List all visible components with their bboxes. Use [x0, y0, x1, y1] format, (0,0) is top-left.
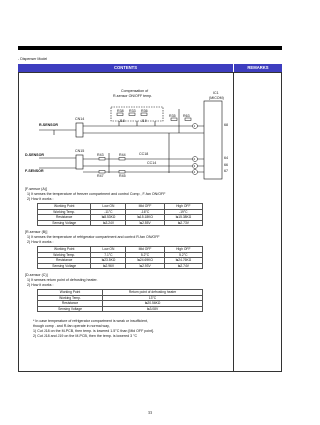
table-header-cell: Low ON	[91, 247, 126, 253]
jumper-j19: J19	[141, 119, 147, 123]
d-sensor-label: D-SENSOR	[25, 153, 44, 157]
table-cell: ≒15.18KΩ	[126, 215, 164, 221]
compensation-title: Compensation of	[121, 89, 149, 93]
table-header-cell: Working Point	[38, 204, 91, 210]
table-cell: ≒2.73V	[164, 220, 202, 226]
marker-1: 1	[193, 124, 196, 128]
table-cell: ≒2.96V	[91, 263, 126, 269]
table-row	[38, 306, 203, 312]
ic1-box	[204, 101, 222, 179]
table-header-cell: Low ON	[91, 204, 126, 210]
table-cell: 7.1°C	[91, 252, 126, 258]
table-cell: Working Temp.	[38, 295, 103, 301]
table-cell: Resistance	[38, 258, 91, 264]
table-header-cell: Working Point	[38, 290, 103, 296]
resistor-r33: R33	[129, 109, 136, 113]
r-sensor-table	[37, 246, 203, 269]
table-cell: -11°C	[91, 209, 126, 215]
cn15-box	[76, 155, 83, 169]
resistor-r43: R43	[97, 153, 104, 157]
cn15-label: CN15	[75, 149, 85, 153]
section-subtitle: - Dispenser Model	[18, 57, 48, 61]
section-line: 2) How it works :	[27, 283, 54, 287]
compensation-subtitle: R-sensor ON/OFF temp.	[113, 94, 153, 98]
remarks-header: REMARKS	[233, 64, 282, 72]
pin-67: 67	[224, 169, 228, 173]
contents-frame	[18, 72, 282, 372]
section-line: 2) How it works :	[27, 240, 54, 244]
note-line: * In case temperature of refrigerator compartment is weak or insufficient,	[33, 319, 148, 323]
table-cell: 5.2°C	[164, 252, 202, 258]
table-cell: Working Temp.	[38, 252, 91, 258]
page-number: 33	[147, 410, 153, 415]
table-cell: ≒3.24V	[91, 220, 126, 226]
table-cell: ≒20.56KΩ	[103, 301, 203, 307]
table-header-cell: Mid OFF	[126, 204, 164, 210]
section-title: [F-sensor (A)]	[25, 187, 47, 191]
contents-header: CONTENTS	[113, 65, 138, 70]
pin-68: 68	[224, 123, 228, 127]
cap-cc14: CC14	[147, 161, 157, 165]
ic1-sublabel: (MICOM)	[209, 96, 224, 100]
marker-3: 3	[193, 164, 196, 168]
top-rule	[18, 46, 282, 50]
table-cell: Resistance	[38, 215, 91, 221]
table-header	[18, 64, 282, 72]
marker-2: 2	[193, 157, 196, 161]
table-cell: ≒23.5KΩ	[91, 258, 126, 264]
table-header-cell: Return point of defrosting heater	[103, 290, 203, 296]
note-line: 1) Cut J18 on the M-PCB, then temp. is lowered 1.5°C than [Mid OFF point].	[33, 329, 155, 333]
resistor-r38: R38	[117, 109, 124, 113]
table-cell: -16°C	[126, 209, 164, 215]
resistor-r63: R63	[183, 114, 190, 118]
resistor-r35: R35	[169, 114, 176, 118]
resistor-r44: R44	[119, 153, 126, 157]
table-header-cell: Working Point	[38, 247, 91, 253]
pin-66: 66	[224, 163, 228, 167]
table-header-cell: High OFF	[164, 247, 202, 253]
ic1-label: IC1	[213, 91, 219, 95]
table-header-cell: Mid OFF	[126, 247, 164, 253]
table-cell: ≒24.69KΩ	[126, 258, 164, 264]
d-sensor-table	[37, 289, 203, 312]
table-cell: -19°C	[164, 209, 202, 215]
note-line: 2) Cut J18 and J19 on the M-PCB, then the temp. is lowered 3 °C	[33, 334, 138, 338]
table-cell: Resistance	[38, 301, 103, 307]
cap-cc18: CC18	[139, 152, 149, 156]
table-row	[38, 263, 203, 269]
section-line: 1) It senses return point of defrosting heater.	[27, 278, 98, 282]
column-divider	[233, 73, 234, 371]
f-sensor-label: F-SENSOR	[25, 169, 44, 173]
table-cell: Sensing Voltage	[38, 220, 91, 226]
f-sensor-table	[37, 203, 203, 226]
table-cell: 5.2°C	[126, 252, 164, 258]
note-line: though comp . and R-fan operate in normal way,	[33, 324, 110, 328]
section-line: 1) It senses the temperature of refrigerator compartment and control R-fan ON/OFF	[27, 235, 160, 239]
table-cell: Sensing Voltage	[38, 263, 91, 269]
table-header-cell: High OFF	[164, 204, 202, 210]
table-cell: ≒2.55V	[126, 220, 164, 226]
section-title: [R-sensor (B)]	[25, 230, 48, 234]
table-cell: ≒2.93V	[126, 263, 164, 269]
section-line: 2) How it works :	[27, 197, 54, 201]
table-cell: Sensing Voltage	[38, 306, 103, 312]
jumper-j18: J18	[119, 119, 125, 123]
table-cell: 13°C	[103, 295, 203, 301]
table-row	[38, 220, 203, 226]
resistor-r47: R47	[97, 174, 104, 178]
pin-64: 64	[224, 156, 228, 160]
table-cell: Working Temp.	[38, 209, 91, 215]
resistor-r36: R36	[141, 109, 148, 113]
table-cell: ≒3.08V	[103, 306, 203, 312]
resistor-r45: R45	[119, 174, 126, 178]
marker-4: 4	[193, 170, 196, 174]
r-sensor-label: R-SENSOR	[39, 123, 58, 127]
section-line: 1) It senses the temperature of freezer compartment and control Comp , F-fan ON/OFF	[27, 192, 166, 196]
table-cell: ≒8.53KΩ	[91, 215, 126, 221]
cn14-box	[76, 123, 83, 137]
cn14-label: CN14	[75, 117, 85, 121]
table-cell: ≒24.76KΩ	[164, 258, 202, 264]
section-title: [D-sensor (C)]	[25, 273, 48, 277]
table-cell: ≒15.38KΩ	[164, 215, 202, 221]
table-cell: ≒2.74V	[164, 263, 202, 269]
